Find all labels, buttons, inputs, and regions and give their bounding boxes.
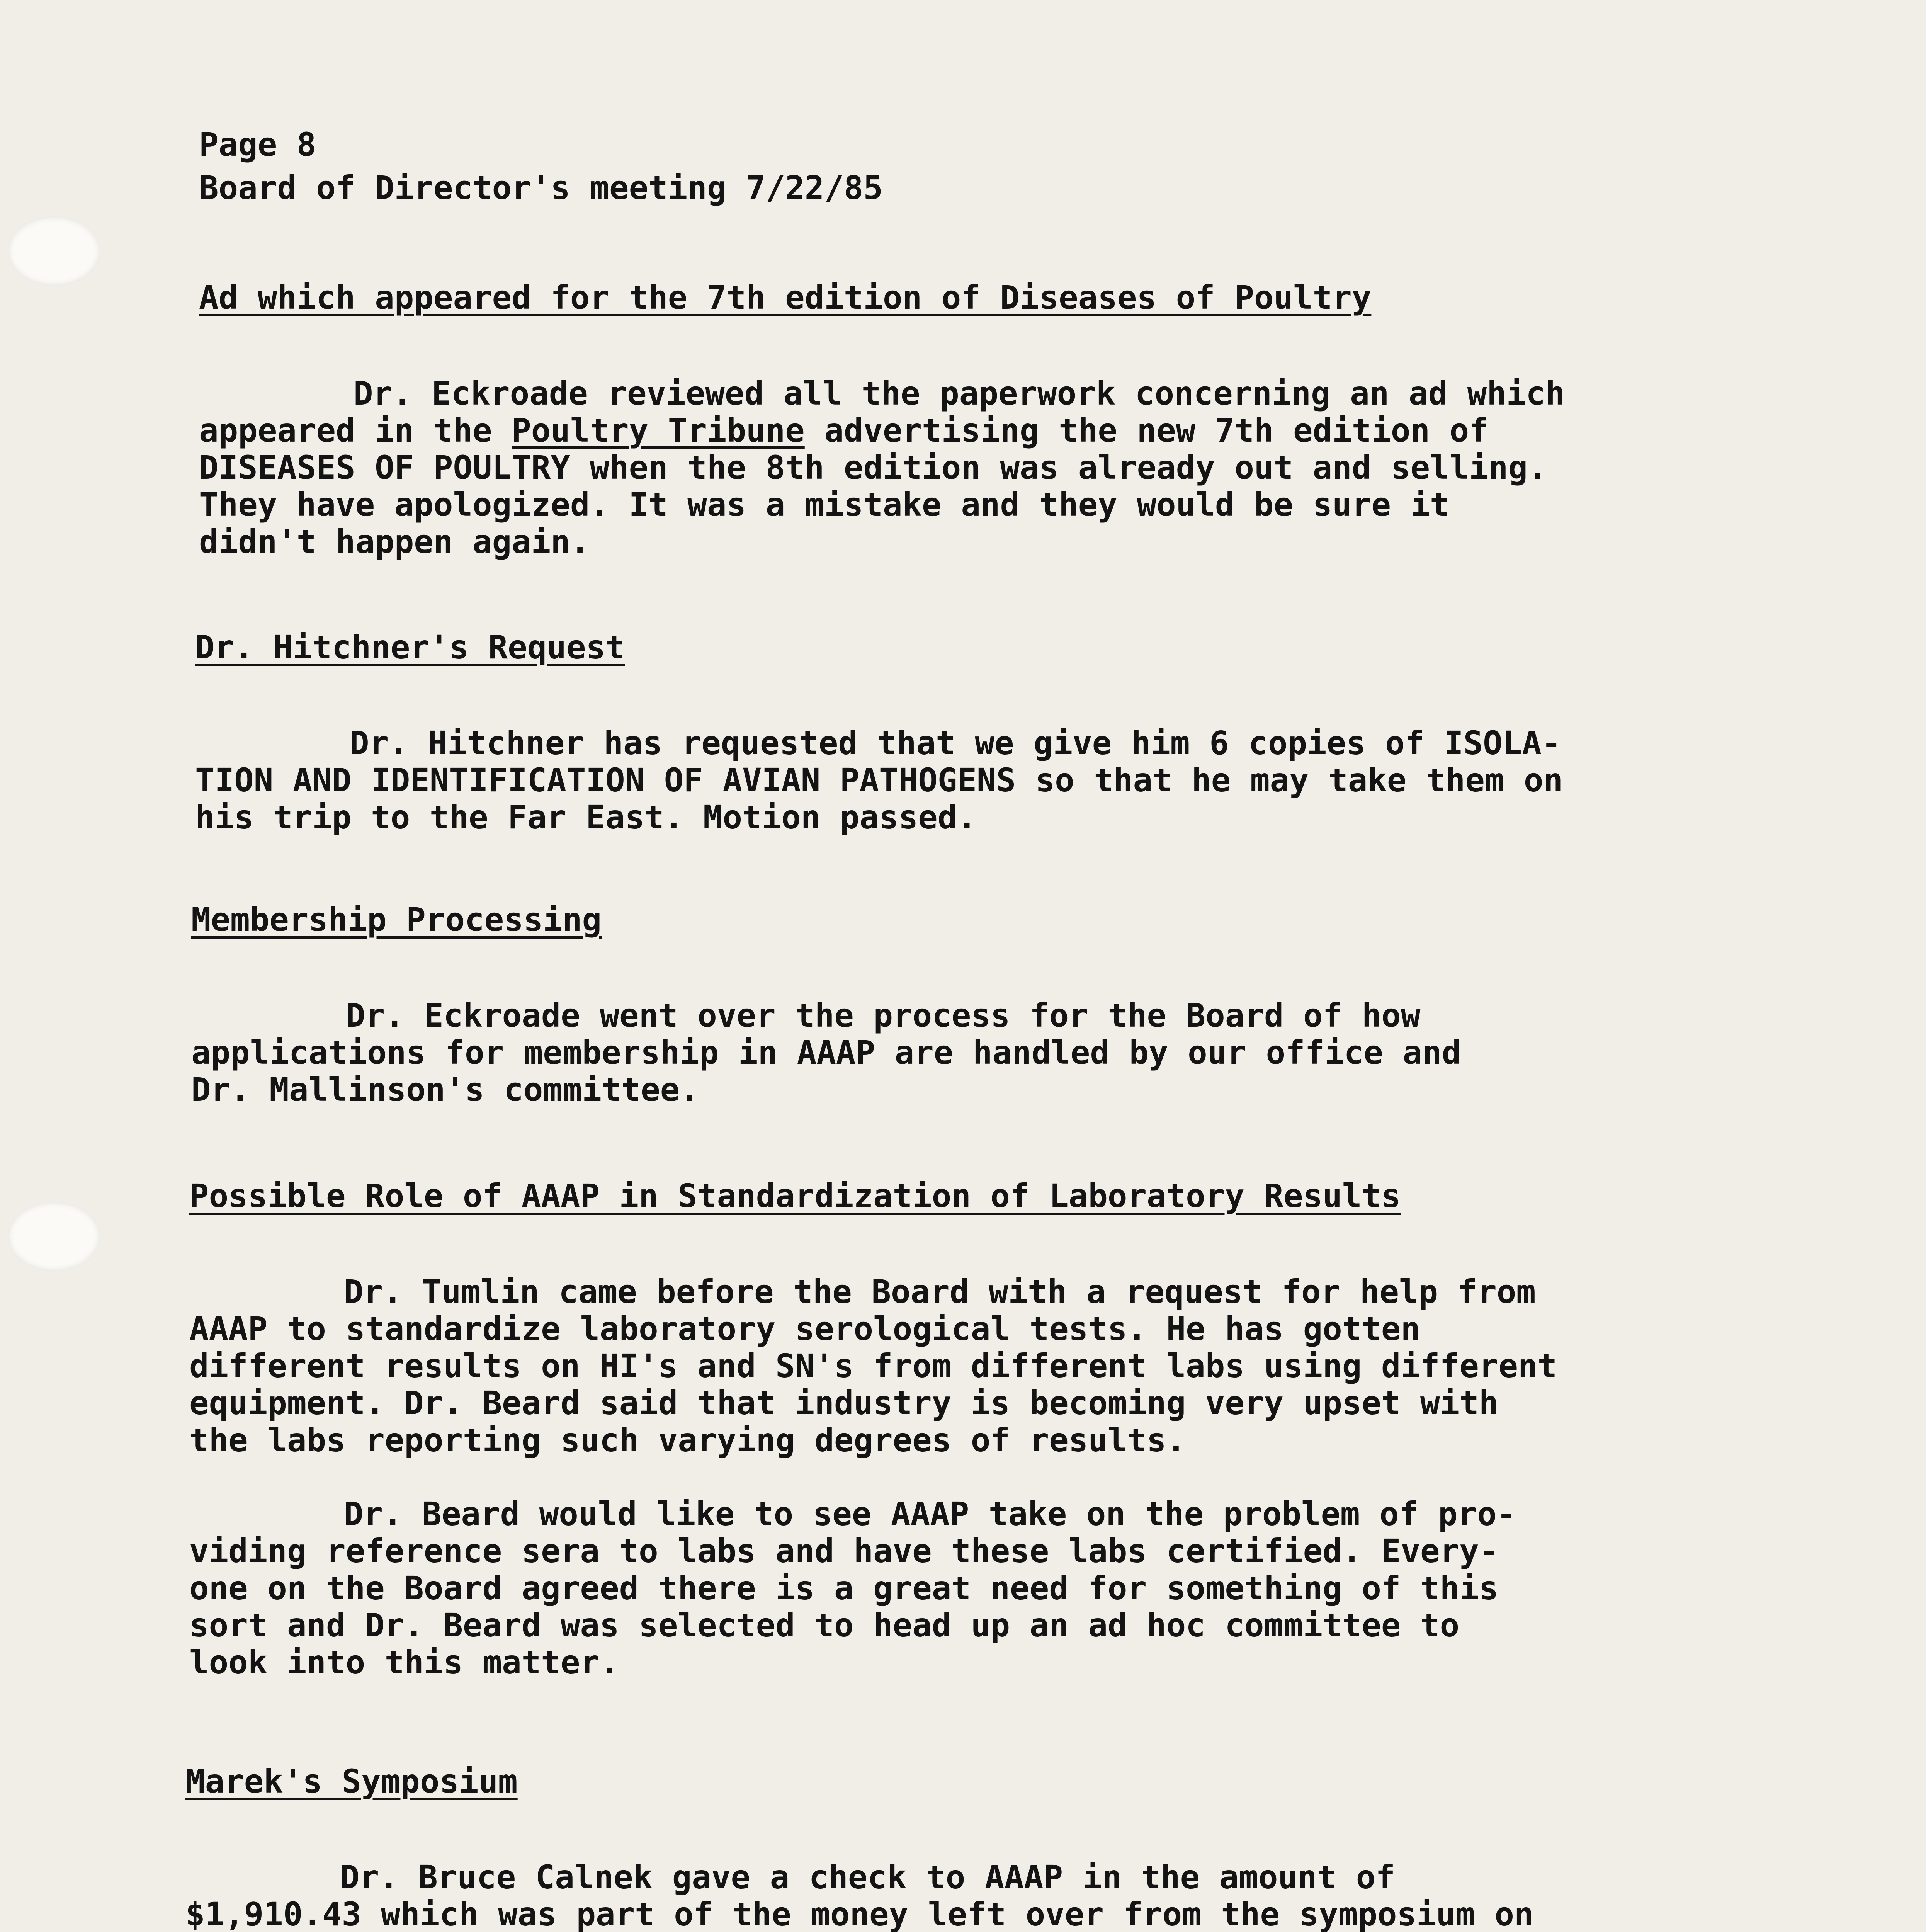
section-paragraph: Dr. Eckroade went over the process for the Board of how applications for membership in AAAP are handled by our office and Dr. Mallinson's committee. [191, 997, 1462, 1109]
section-mareks-symposium [185, 1762, 1808, 1932]
binder-hole-middle [8, 1202, 100, 1271]
section-title: Membership Processing [191, 901, 602, 939]
section-paragraph: Dr. Beard would like to see AAAP take on the problem of pro- viding reference sera to labs and have these labs certified. Every- one on the Board agreed there is a great need for something of this sort and Dr. Beard was selected to head up an ad hoc committee to look into this matter. [189, 1495, 1516, 1681]
section-paragraph: Dr. Bruce Calnek gave a check to AAAP in the amount of $1,910.43 which was part of the money left over from the symposium on [185, 1858, 1534, 1932]
section-paragraph [199, 375, 1822, 560]
binder-hole-top [8, 216, 100, 286]
section-ad-7th-edition [199, 278, 1822, 597]
publication-title: Poultry Tribune [512, 412, 805, 449]
section-standardization [189, 1177, 1812, 1718]
paragraph-text: advertising the new 7th edition of DISEASES OF POULTRY when the 8th edition was already out and selling. They have apologized. It was a mistake and they would be sure it didn't happen again. [199, 412, 1547, 561]
meeting-title: Board of Director's meeting 7/22/85 [199, 169, 883, 207]
section-paragraph: Dr. Hitchner has requested that we give him 6 copies of ISOLA- TION AND IDENTIFICATION OF AVIAN PATHOGENS so that he may take them on his trip to the Far East. Motion passed. [195, 724, 1563, 836]
section-title: Dr. Hitchner's Request [195, 628, 625, 666]
section-title: Marek's Symposium [185, 1762, 518, 1800]
section-hitchner-request [195, 628, 1818, 872]
section-membership-processing [191, 900, 1814, 1145]
section-paragraph: Dr. Tumlin came before the Board with a request for help from AAAP to standardize laboratory serological tests. He has gotten different results on HI's and SN's from different labs using different equipment. Dr. Beard said that industry is becoming very upset with the labs reporting such varying degrees of results. [189, 1273, 1557, 1459]
paragraph-text: Dr. Eckroade reviewed all the paperwork concerning an ad which appeared in the [199, 374, 1565, 449]
page-number: Page 8 [199, 126, 316, 163]
page-header [199, 123, 1590, 209]
section-title: Possible Role of AAAP in Standardization of Laboratory Results [189, 1177, 1401, 1215]
section-title: Ad which appeared for the 7th edition of Diseases of Poultry [199, 279, 1372, 316]
